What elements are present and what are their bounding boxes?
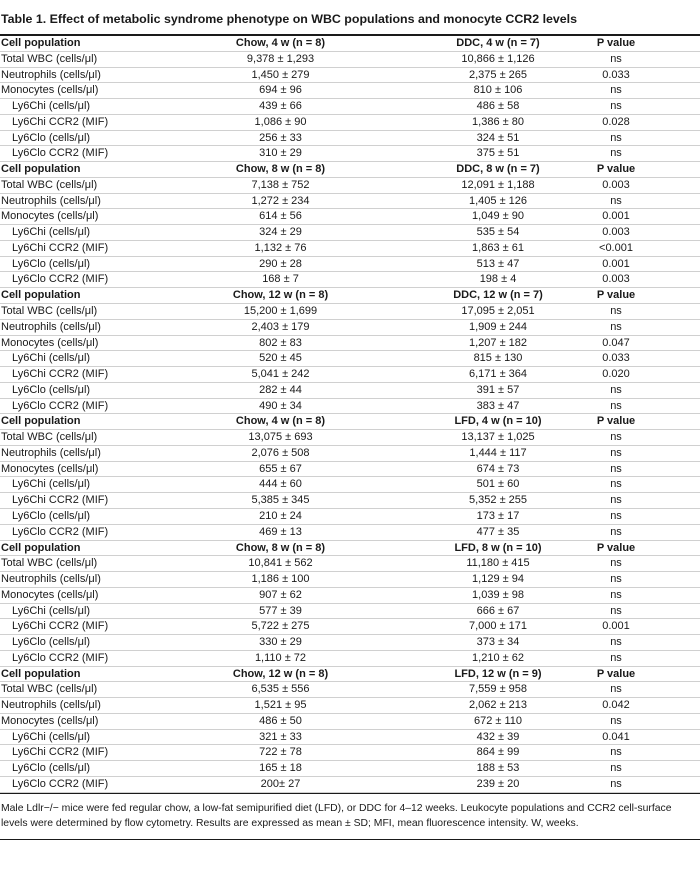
- group-b-value: 13,137 ± 1,025: [461, 431, 535, 444]
- column-header-p-value: P value: [596, 163, 636, 176]
- group-b-value: 810 ± 106: [473, 84, 523, 97]
- p-value: <0.001: [599, 241, 633, 254]
- table-row: [0, 635, 700, 651]
- row-label: Ly6Chi CCR2 (MIF): [12, 494, 109, 507]
- group-a-value: 5,041 ± 242: [251, 368, 310, 381]
- column-header-p-value: P value: [596, 415, 636, 428]
- column-header-group: Chow, 12 w (n = 8): [232, 289, 329, 302]
- group-b-value: 173 ± 17: [476, 509, 520, 522]
- group-a-value: 444 ± 60: [259, 478, 302, 491]
- row-label: Neutrophils (cells/μl): [1, 573, 101, 586]
- column-header-p-value: P value: [596, 289, 636, 302]
- p-value: ns: [610, 494, 622, 507]
- table-row: [0, 399, 700, 415]
- table-footnote: Male Ldlr−/− mice were fed regular chow, a low-fat semipurified diet (LFD), or DDC for 4–12 weeks. Leukocyte populations and CCR2 cell-surface levels were determined by flow cytometry. Results are expressed as mean ± SD; MFI, mean fluorescence intensity. W, weeks.: [1, 802, 672, 829]
- table-row: [0, 68, 700, 84]
- column-header-cell-population: Cell population: [1, 541, 81, 554]
- table-row: [0, 146, 700, 162]
- p-value: ns: [610, 131, 622, 144]
- group-b-value: 391 ± 57: [476, 383, 520, 396]
- group-a-value: 2,076 ± 508: [251, 446, 310, 459]
- table-row: [0, 115, 700, 131]
- column-header-group: DDC, 8 w (n = 7): [456, 163, 540, 176]
- p-value: ns: [610, 683, 622, 696]
- row-label: Ly6Clo CCR2 (MIF): [12, 525, 109, 538]
- group-a-value: 210 ± 24: [259, 509, 302, 522]
- table-body: [0, 36, 700, 793]
- group-a-value: 1,450 ± 279: [251, 68, 310, 81]
- group-b-value: 1,129 ± 94: [472, 573, 524, 586]
- column-header-group: LFD, 4 w (n = 10): [454, 415, 542, 428]
- p-value: 0.033: [602, 68, 630, 81]
- group-a-value: 2,403 ± 179: [251, 320, 310, 333]
- group-b-value: 7,559 ± 958: [468, 683, 528, 696]
- table-row: [0, 209, 700, 225]
- column-header-cell-population: Cell population: [1, 667, 81, 680]
- table-row: [0, 446, 700, 462]
- table-row: [0, 730, 700, 746]
- column-header-group: LFD, 8 w (n = 10): [454, 541, 542, 554]
- p-value: ns: [610, 305, 622, 318]
- row-label: Ly6Chi CCR2 (MIF): [12, 241, 109, 254]
- row-label: Ly6Chi (cells/μl): [12, 352, 91, 365]
- table-row: [0, 257, 700, 273]
- group-a-value: 7,138 ± 752: [251, 178, 310, 191]
- group-b-value: 672 ± 110: [473, 714, 523, 727]
- p-value: 0.042: [602, 699, 630, 712]
- table-row: [0, 556, 700, 572]
- group-a-value: 486 ± 50: [259, 714, 302, 727]
- table-section: [0, 36, 700, 162]
- row-label: Total WBC (cells/μl): [1, 178, 98, 191]
- group-b-value: 12,091 ± 1,188: [461, 178, 535, 191]
- table-row: [0, 619, 700, 635]
- group-b-value: 486 ± 58: [476, 100, 520, 113]
- row-label: Ly6Clo (cells/μl): [12, 131, 91, 144]
- table-row: [0, 572, 700, 588]
- table-row: [0, 194, 700, 210]
- group-a-value: 520 ± 45: [259, 352, 302, 365]
- p-value: ns: [610, 399, 622, 412]
- group-a-value: 15,200 ± 1,699: [243, 305, 318, 318]
- table-row: [0, 430, 700, 446]
- row-label: Neutrophils (cells/μl): [1, 446, 101, 459]
- group-b-value: 5,352 ± 255: [468, 494, 528, 507]
- table-row: [0, 682, 700, 698]
- p-value: 0.001: [602, 620, 630, 633]
- row-label: Monocytes (cells/μl): [1, 588, 99, 601]
- group-a-value: 10,841 ± 562: [248, 557, 313, 570]
- group-b-value: 375 ± 51: [476, 147, 520, 160]
- row-label: Ly6Clo CCR2 (MIF): [12, 273, 109, 286]
- p-value: 0.003: [602, 273, 630, 286]
- group-b-value: 864 ± 99: [476, 746, 520, 759]
- group-b-value: 666 ± 67: [476, 604, 520, 617]
- table-row: [0, 777, 700, 793]
- group-b-value: 17,095 ± 2,051: [461, 305, 535, 318]
- p-value: ns: [610, 604, 622, 617]
- row-label: Ly6Chi (cells/μl): [12, 100, 91, 113]
- column-header-cell-population: Cell population: [1, 163, 81, 176]
- table-row: [0, 477, 700, 493]
- group-b-value: 198 ± 4: [479, 273, 517, 286]
- p-value: 0.028: [602, 115, 630, 128]
- group-a-value: 614 ± 56: [259, 210, 302, 223]
- group-b-value: 815 ± 130: [473, 352, 523, 365]
- group-a-value: 5,385 ± 345: [251, 494, 310, 507]
- group-a-value: 282 ± 44: [259, 383, 302, 396]
- p-value: 0.001: [602, 210, 630, 223]
- p-value: ns: [610, 651, 622, 664]
- group-a-value: 1,086 ± 90: [254, 115, 307, 128]
- group-a-value: 1,132 ± 76: [254, 241, 307, 254]
- group-b-value: 11,180 ± 415: [466, 557, 530, 570]
- group-a-value: 13,075 ± 693: [248, 431, 313, 444]
- group-b-value: 1,863 ± 61: [472, 241, 524, 254]
- p-value: 0.033: [602, 352, 630, 365]
- section-header-row: [0, 36, 700, 52]
- group-b-value: 188 ± 53: [476, 762, 520, 775]
- table-row: [0, 367, 700, 383]
- group-a-value: 1,272 ± 234: [251, 194, 310, 207]
- column-header-p-value: P value: [596, 541, 636, 554]
- column-header-cell-population: Cell population: [1, 37, 81, 49]
- row-label: Ly6Chi (cells/μl): [12, 226, 91, 239]
- row-label: Ly6Chi (cells/μl): [12, 604, 91, 617]
- table-row: [0, 320, 700, 336]
- p-value: ns: [610, 509, 622, 522]
- column-header-p-value: P value: [596, 37, 636, 49]
- group-a-value: 577 ± 39: [259, 604, 302, 617]
- table-section: [0, 667, 700, 793]
- group-a-value: 200± 27: [260, 777, 301, 790]
- row-label: Ly6Chi CCR2 (MIF): [12, 746, 109, 759]
- group-b-value: 1,049 ± 90: [472, 210, 524, 223]
- p-value: ns: [610, 84, 622, 97]
- table-row: [0, 493, 700, 509]
- table-row: [0, 131, 700, 147]
- group-b-value: 501 ± 60: [476, 478, 520, 491]
- p-value: 0.001: [602, 257, 630, 270]
- p-value: ns: [610, 478, 622, 491]
- group-a-value: 330 ± 29: [259, 636, 302, 649]
- group-b-value: 6,171 ± 364: [468, 368, 528, 381]
- group-a-value: 490 ± 34: [259, 399, 302, 412]
- group-b-value: 1,210 ± 62: [472, 651, 524, 664]
- table-row: [0, 761, 700, 777]
- row-label: Monocytes (cells/μl): [1, 336, 99, 349]
- group-b-value: 2,375 ± 265: [468, 68, 528, 81]
- row-label: Total WBC (cells/μl): [1, 557, 98, 570]
- row-label: Total WBC (cells/μl): [1, 305, 98, 318]
- group-a-value: 907 ± 62: [259, 588, 302, 601]
- p-value: ns: [610, 431, 622, 444]
- group-b-value: 513 ± 47: [476, 257, 520, 270]
- group-b-value: 432 ± 39: [476, 730, 520, 743]
- table-row: [0, 525, 700, 541]
- row-label: Total WBC (cells/μl): [1, 431, 98, 444]
- group-b-value: 674 ± 73: [476, 462, 520, 475]
- group-a-value: 5,722 ± 275: [251, 620, 310, 633]
- group-a-value: 321 ± 33: [259, 730, 302, 743]
- p-value: ns: [610, 52, 622, 65]
- p-value: 0.047: [602, 336, 630, 349]
- group-a-value: 310 ± 29: [259, 147, 302, 160]
- group-b-value: 2,062 ± 213: [468, 699, 528, 712]
- section-header-row: [0, 414, 700, 430]
- column-header-group: Chow, 4 w (n = 8): [235, 415, 326, 428]
- column-header-group: DDC, 4 w (n = 7): [456, 37, 540, 49]
- group-a-value: 6,535 ± 556: [251, 683, 310, 696]
- group-a-value: 694 ± 96: [259, 84, 302, 97]
- group-a-value: 165 ± 18: [259, 762, 302, 775]
- table-row: [0, 509, 700, 525]
- group-b-value: 1,039 ± 98: [472, 588, 524, 601]
- group-b-value: 324 ± 51: [476, 131, 520, 144]
- p-value: 0.041: [602, 730, 630, 743]
- group-a-value: 324 ± 29: [259, 226, 302, 239]
- row-label: Monocytes (cells/μl): [1, 462, 99, 475]
- row-label: Ly6Chi CCR2 (MIF): [12, 620, 109, 633]
- group-b-value: 535 ± 54: [476, 226, 520, 239]
- p-value: ns: [610, 194, 622, 207]
- table-row: [0, 383, 700, 399]
- p-value: 0.003: [602, 226, 630, 239]
- group-a-value: 469 ± 13: [259, 525, 302, 538]
- group-a-value: 439 ± 66: [259, 100, 302, 113]
- row-label: Ly6Clo CCR2 (MIF): [12, 777, 109, 790]
- p-value: ns: [610, 777, 622, 790]
- table-row: [0, 52, 700, 68]
- row-label: Monocytes (cells/μl): [1, 210, 99, 223]
- table-row: [0, 588, 700, 604]
- table-row: [0, 714, 700, 730]
- p-value: ns: [610, 147, 622, 160]
- column-header-p-value: P value: [596, 667, 636, 680]
- p-value: ns: [610, 746, 622, 759]
- p-value: ns: [610, 636, 622, 649]
- group-b-value: 7,000 ± 171: [468, 620, 528, 633]
- table-section: [0, 162, 700, 288]
- row-label: Neutrophils (cells/μl): [1, 320, 101, 333]
- table-row: [0, 604, 700, 620]
- table-row: [0, 745, 700, 761]
- row-label: Monocytes (cells/μl): [1, 84, 99, 97]
- group-a-value: 168 ± 7: [262, 273, 299, 286]
- p-value: ns: [610, 573, 622, 586]
- row-label: Total WBC (cells/μl): [1, 52, 98, 65]
- group-b-value: 10,866 ± 1,126: [461, 52, 535, 65]
- table-row: [0, 241, 700, 257]
- column-header-group: Chow, 4 w (n = 8): [235, 37, 326, 49]
- row-label: Ly6Chi CCR2 (MIF): [12, 368, 109, 381]
- group-a-value: 290 ± 28: [259, 257, 302, 270]
- table-row: [0, 351, 700, 367]
- row-label: Ly6Clo (cells/μl): [12, 257, 91, 270]
- section-header-row: [0, 288, 700, 304]
- group-b-value: 1,405 ± 126: [468, 194, 528, 207]
- group-a-value: 722 ± 78: [259, 746, 302, 759]
- group-b-value: 477 ± 35: [476, 525, 520, 538]
- column-header-group: Chow, 8 w (n = 8): [235, 163, 326, 176]
- table-row: [0, 698, 700, 714]
- group-a-value: 655 ± 67: [259, 462, 302, 475]
- row-label: Ly6Clo (cells/μl): [12, 509, 91, 522]
- group-b-value: 1,386 ± 80: [472, 115, 524, 128]
- row-label: Ly6Chi (cells/μl): [12, 478, 91, 491]
- column-header-group: Chow, 12 w (n = 8): [232, 667, 329, 680]
- group-b-value: 1,909 ± 244: [468, 320, 528, 333]
- group-a-value: 1,186 ± 100: [251, 573, 310, 586]
- row-label: Total WBC (cells/μl): [1, 683, 98, 696]
- p-value: ns: [610, 525, 622, 538]
- group-b-value: 239 ± 20: [476, 777, 520, 790]
- table-section: [0, 414, 700, 540]
- group-a-value: 1,521 ± 95: [254, 699, 307, 712]
- table-row: [0, 336, 700, 352]
- row-label: Ly6Clo (cells/μl): [12, 636, 91, 649]
- p-value: ns: [610, 588, 622, 601]
- p-value: ns: [610, 446, 622, 459]
- row-label: Ly6Clo CCR2 (MIF): [12, 399, 109, 412]
- column-header-cell-population: Cell population: [1, 289, 81, 302]
- end-rule: [0, 839, 700, 840]
- table-row: [0, 651, 700, 667]
- row-label: Ly6Chi (cells/μl): [12, 730, 91, 743]
- group-b-value: 373 ± 34: [476, 636, 520, 649]
- table-section: [0, 541, 700, 667]
- group-b-value: 1,444 ± 117: [469, 446, 527, 459]
- p-value: ns: [610, 320, 622, 333]
- column-header-group: DDC, 12 w (n = 7): [453, 289, 543, 302]
- row-label: Neutrophils (cells/μl): [1, 699, 101, 712]
- group-b-value: 383 ± 47: [476, 399, 520, 412]
- table-section: [0, 288, 700, 414]
- group-a-value: 9,378 ± 1,293: [246, 52, 315, 65]
- table-title: Table 1. Effect of metabolic syndrome phenotype on WBC populations and monocyte CCR2 levels: [1, 12, 578, 26]
- section-header-row: [0, 541, 700, 557]
- row-label: Neutrophils (cells/μl): [1, 68, 101, 81]
- section-header-row: [0, 667, 700, 683]
- p-value: ns: [610, 714, 622, 727]
- table-row: [0, 178, 700, 194]
- column-header-cell-population: Cell population: [1, 415, 81, 428]
- table-row: [0, 272, 700, 288]
- p-value: ns: [610, 762, 622, 775]
- group-a-value: 1,110 ± 72: [254, 651, 307, 664]
- p-value: ns: [610, 462, 622, 475]
- column-header-group: Chow, 8 w (n = 8): [235, 541, 326, 554]
- p-value: 0.020: [602, 368, 630, 381]
- row-label: Ly6Clo (cells/μl): [12, 383, 91, 396]
- row-label: Ly6Clo CCR2 (MIF): [12, 651, 109, 664]
- group-a-value: 802 ± 83: [259, 336, 302, 349]
- row-label: Ly6Clo (cells/μl): [12, 762, 91, 775]
- column-header-group: LFD, 12 w (n = 9): [454, 667, 542, 680]
- row-label: Neutrophils (cells/μl): [1, 194, 101, 207]
- p-value: ns: [610, 557, 622, 570]
- p-value: 0.003: [602, 178, 630, 191]
- table-row: [0, 304, 700, 320]
- row-label: Ly6Clo CCR2 (MIF): [12, 147, 109, 160]
- section-header-row: [0, 162, 700, 178]
- p-value: ns: [610, 100, 622, 113]
- table-row: [0, 99, 700, 115]
- group-a-value: 256 ± 33: [259, 131, 302, 144]
- table-row: [0, 225, 700, 241]
- table-row: [0, 83, 700, 99]
- row-label: Monocytes (cells/μl): [1, 714, 99, 727]
- row-label: Ly6Chi CCR2 (MIF): [12, 115, 109, 128]
- table-row: [0, 462, 700, 478]
- group-b-value: 1,207 ± 182: [468, 336, 528, 349]
- p-value: ns: [610, 383, 622, 396]
